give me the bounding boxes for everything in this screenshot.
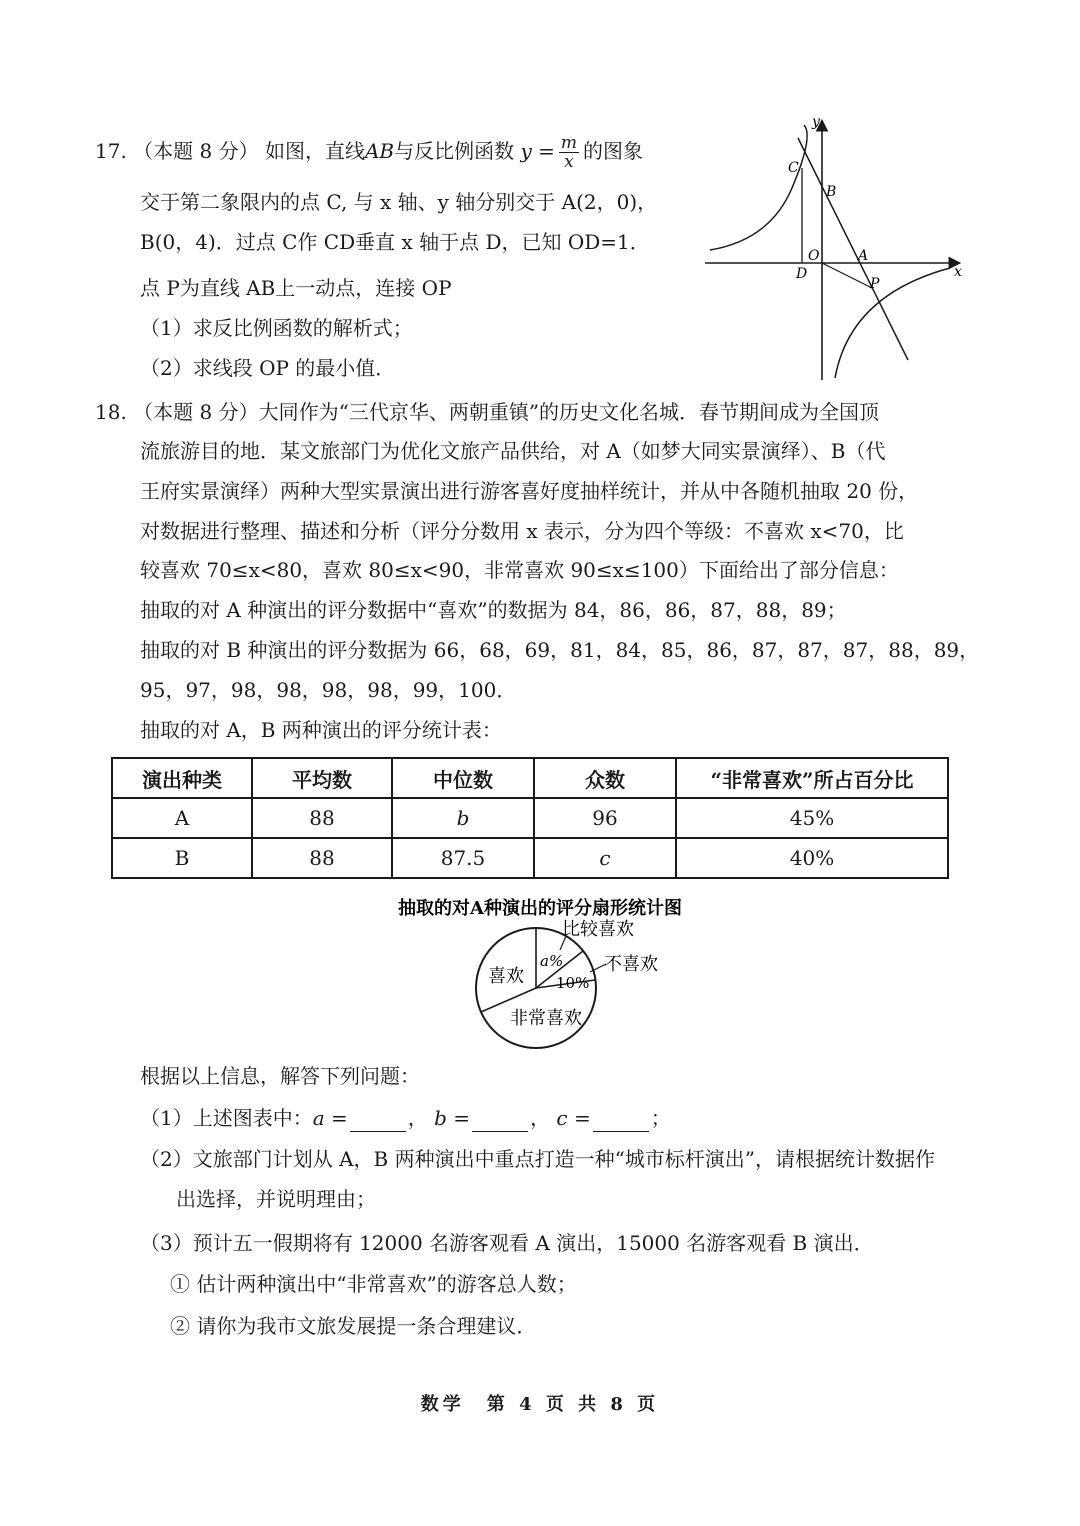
q17-sub-1: （1）求反比例函数的解析式；: [140, 316, 413, 340]
part-3-1: ① 估计两种演出中“非常喜欢”的游客总人数；: [170, 1272, 577, 1296]
q17-ab: AB: [364, 139, 395, 163]
cell: 40%: [676, 838, 948, 878]
q18-line-3: 对数据进行整理、描述和分析（评分分数用 x 表示，分为四个等级：不喜欢 x<70，比: [140, 519, 904, 543]
header-percent: “非常喜欢”所占百分比: [676, 758, 948, 798]
pie-label-ten-pct: 10%: [556, 974, 590, 992]
q17-line-4: 点 P为直线 AB上一动点，连接 OP: [140, 276, 452, 300]
q18-line-7: 95，97，98，98，98，98，99，100．: [140, 678, 517, 702]
pie-title: 抽取的对A种演出的评分扇形统计图: [398, 898, 682, 919]
q18-number: 18.: [95, 400, 127, 424]
table-row: [112, 838, 948, 878]
q17-graph: [700, 110, 980, 385]
pie-label-dislike: 不喜欢: [604, 954, 658, 975]
q17-fraction: [559, 134, 579, 171]
q17-text-a: 如图，直线: [264, 139, 365, 163]
page-footer: 数学 第 4 页 共 8 页: [420, 1394, 660, 1415]
part-1-b-label: b =: [434, 1106, 471, 1130]
cell: 88: [252, 798, 392, 838]
segment-op: [822, 263, 872, 288]
cell: B: [112, 838, 252, 878]
q17-line-2: 交于第二象限内的点 C, 与 x 轴、y 轴分别交于 A(2，0)，: [140, 190, 658, 214]
header-median: 中位数: [392, 758, 534, 798]
table-row: [112, 798, 948, 838]
label-p: P: [870, 276, 880, 292]
pie-label-like: 喜欢: [488, 966, 524, 987]
q18-line-0: [95, 398, 879, 426]
blank-a[interactable]: [350, 1111, 406, 1132]
part-2-line-2: 出选择，并说明理由；: [176, 1187, 376, 1211]
label-a: A: [858, 248, 869, 264]
q18-line-2: 王府实景演绎）两种大型实景演出进行游客喜好度抽样统计，并从中各随机抽取 20 份，: [140, 479, 919, 503]
header-mean: 平均数: [252, 758, 392, 798]
cell: 88: [252, 838, 392, 878]
q17-line-3: B(0，4)．过点 C作 CD垂直 x 轴于点 D，已知 OD=1．: [140, 230, 650, 254]
label-o: O: [808, 248, 820, 264]
hyperbola-branch-2: [710, 125, 807, 250]
cell: 45%: [676, 798, 948, 838]
cell: c: [534, 838, 676, 878]
pie-chart: [360, 890, 720, 1060]
header-type: 演出种类: [112, 758, 252, 798]
q17-text-c: 的图象: [583, 139, 644, 163]
cell: 96: [534, 798, 676, 838]
header-mode: 众数: [534, 758, 676, 798]
q18-line-8: 抽取的对 A，B 两种演出的评分统计表：: [140, 718, 502, 742]
q17-frac-den: x: [564, 152, 574, 172]
q18-line-1: 流旅游目的地．某文旅部门为优化文旅产品供给，对 A（如梦大同实景演绎）、B（代: [140, 439, 886, 463]
answer-intro: 根据以上信息，解答下列问题：: [140, 1064, 420, 1088]
q18-intro: （本题 8 分）大同作为“三代京华、两朝重镇”的历史文化名城．春节期间成为全国顶: [133, 400, 880, 424]
label-d: D: [796, 266, 808, 282]
table-header-row: [112, 758, 948, 798]
pie-label-very-like: 非常喜欢: [510, 1008, 582, 1029]
stats-table: [111, 757, 949, 879]
part-1-a-label: a =: [312, 1106, 348, 1130]
q18-line-5: 抽取的对 A 种演出的评分数据中“喜欢”的数据为 84，86，86，87，88，89；: [140, 598, 847, 622]
part-2-line-1: （2）文旅部门计划从 A，B 两种演出中重点打造一种“城市标杆演出”，请根据统计数据作: [140, 1147, 936, 1171]
q17-func-y: y =: [520, 139, 555, 163]
blank-c[interactable]: [593, 1111, 649, 1132]
q18-line-6: 抽取的对 B 种演出的评分数据为 66，68，69，81，84，85，86，87，87，87，88，89，: [140, 638, 980, 662]
pie-label-a-pct: a%: [540, 952, 564, 970]
hyperbola-branch-4: [835, 268, 950, 378]
q17-sub-2: （2）求线段 OP 的最小值．: [140, 356, 396, 380]
blank-b[interactable]: [472, 1111, 528, 1132]
q17-text-b: 与反比例函数: [394, 139, 515, 163]
cell: A: [112, 798, 252, 838]
part-3: （3）预计五一假期将有 12000 名游客观看 A 演出，15000 名游客观看 B 演出．: [140, 1231, 874, 1255]
label-b: B: [826, 184, 837, 200]
label-y: y: [812, 114, 820, 130]
cell: 87.5: [392, 838, 534, 878]
part-1: （1）上述图表中：a = ， b = ， c = ；: [140, 1106, 671, 1130]
part-3-2: ② 请你为我市文旅发展提一条合理建议．: [170, 1314, 537, 1338]
cell: b: [392, 798, 534, 838]
q17-frac-num: m: [560, 133, 578, 153]
q17-number: 17.: [95, 139, 127, 163]
pie-label-somewhat-like: 比较喜欢: [562, 919, 634, 940]
part-1-c-label: c =: [556, 1106, 591, 1130]
q17-line-1: [95, 134, 643, 171]
part-1-prefix: （1）上述图表中：: [140, 1106, 313, 1130]
label-x: x: [954, 264, 962, 280]
q18-line-4: 较喜欢 70≤x<80，喜欢 80≤x<90，非常喜欢 90≤x≤100）下面给出了部分信息：: [140, 558, 899, 582]
q17-score: （本题 8 分）: [133, 139, 259, 163]
label-c: C: [788, 160, 799, 176]
